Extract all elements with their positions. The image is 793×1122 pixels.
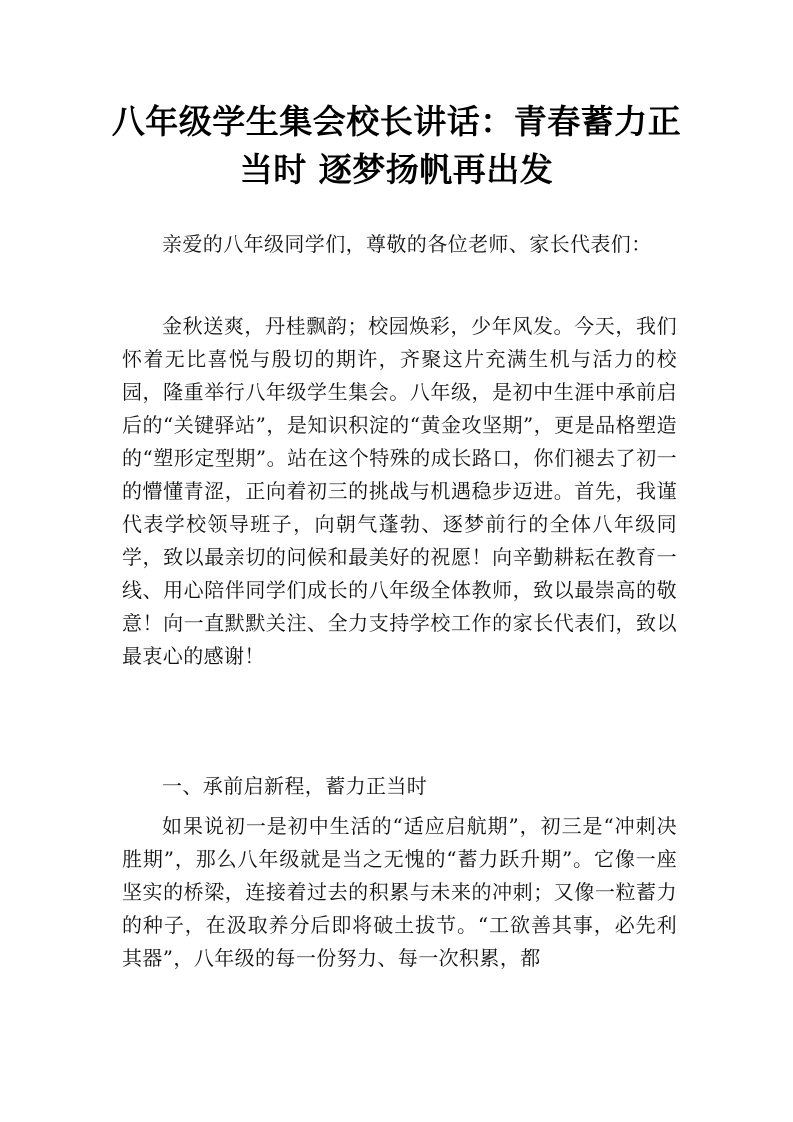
title-line-1: 八年级学生集会校长讲话：青春蓄力正 bbox=[111, 102, 682, 141]
paragraph-section-1: 如果说初一是初中生活的“适应启航期”，初三是“冲刺决胜期”，那么八年级就是当之无愧的“蓄力跃升期”。它像一座坚实的桥梁，连接着过去的积累与未来的冲刺；又像一粒蓄力的种子，在汲取养分后即将破土拔节。“工欲善其事，必先利其器”，八年级的每一份努力、每一次积累，都 bbox=[122, 814, 677, 970]
salutation: 亲爱的八年级同学们，尊敬的各位老师、家长代表们： bbox=[162, 232, 652, 256]
document-title bbox=[100, 98, 693, 194]
section-heading-1: 一、承前启新程，蓄力正当时 bbox=[162, 774, 428, 798]
title-line-2: 当时 逐梦扬帆再出发 bbox=[239, 150, 554, 189]
paragraph-opening: 金秋送爽，丹桂飘韵；校园焕彩，少年风发。今天，我们怀着无比喜悦与殷切的期许，齐聚这片充满生机与活力的校园，隆重举行八年级学生集会。八年级，是初中生涯中承前启后的“关键驿站”，是知识积淀的“黄金攻坚期”，更是品格塑造的“塑形定型期”。站在这个特殊的成长路口，你们褪去了初一的懵懂青涩，正向着初三的挑战与机遇稳步迈进。首先，我谨代表学校领导班子，向朝气蓬勃、逐梦前行的全体八年级同学，致以最亲切的问候和最美好的祝愿！向辛勤耕耘在教育一线、用心陪伴同学们成长的八年级全体教师，致以最崇高的敬意！向一直默默关注、全力支持学校工作的家长代表们，致以最衷心的感谢！ bbox=[122, 314, 677, 668]
